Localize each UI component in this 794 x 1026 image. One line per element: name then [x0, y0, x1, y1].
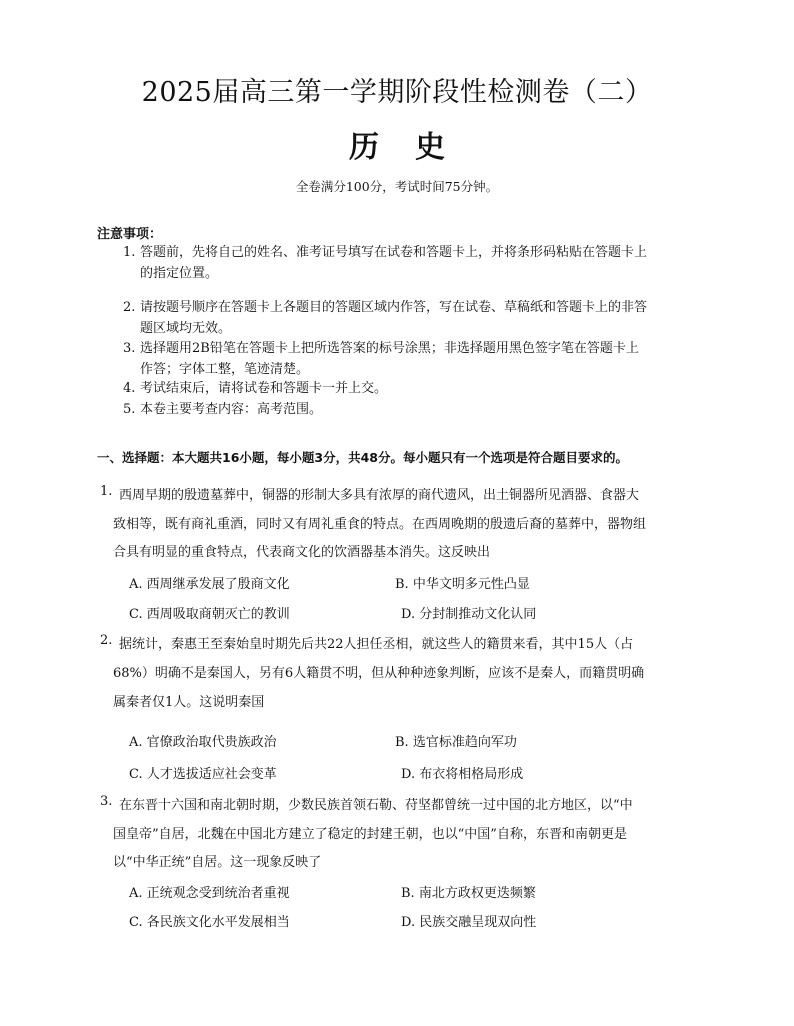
- question-number: 1.: [100, 484, 113, 499]
- notice-num: 3.: [123, 341, 136, 356]
- question-number: 2.: [100, 633, 113, 648]
- question-line: 据统计，秦惠王至秦始皇时期先后共22人担任丞相，就这些人的籍贯来看，其中15人（占: [119, 637, 634, 652]
- notice-line: 题区域均无效。: [140, 321, 232, 336]
- notice-line: 考试结束后，请将试卷和答题卡一并上交。: [140, 381, 388, 396]
- question-line: 属秦者仅1人。这说明秦国: [113, 695, 265, 710]
- notice-num: 5.: [123, 402, 136, 417]
- question-number: 3.: [100, 794, 113, 809]
- question-line: 西周早期的殷遗墓葬中，铜器的形制大多具有浓厚的商代遗风，出土铜器所见酒器、食器大: [119, 488, 640, 503]
- question-line: 国皇帝”自居，北魏在中国北方建立了稳定的封建王朝，也以“中国”自称，东晋和南朝更是: [113, 827, 627, 842]
- question-line: 以“中华正统”自居。这一现象反映了: [113, 855, 322, 870]
- subject-char-1: 历: [349, 130, 379, 165]
- option-d: D. 布衣将相格局形成: [401, 767, 524, 782]
- option-a: A. 官僚政治取代贵族政治: [129, 735, 277, 750]
- question-line: 68%）明确不是秦国人，另有6人籍贯不明，但从种种迹象判断，应该不是秦人，而籍贯明确: [113, 666, 645, 681]
- option-a: A. 西周继承发展了殷商文化: [129, 577, 290, 592]
- notice-item: [123, 297, 703, 339]
- question-line: 合具有明显的重食特点，代表商文化的饮酒器基本消失。这反映出: [113, 545, 491, 560]
- option-d: D. 民族交融呈现双向性: [401, 915, 537, 930]
- option-c: C. 西周吸取商朝灭亡的教训: [129, 607, 290, 622]
- option-c: C. 人才选拔适应社会变革: [129, 767, 277, 782]
- notice-line: 答题前，先将自己的姓名、准考证号填写在试卷和答题卡上，并将条形码粘贴在答题卡上: [140, 245, 648, 260]
- option-c: C. 各民族文化水平发展相当: [129, 915, 290, 930]
- question-line: 在东晋十六国和南北朝时期，少数民族首领石勒、苻坚都曾统一过中国的北方地区，以“中: [119, 798, 633, 813]
- score-line: 全卷满分100分，考试时间75分钟。: [295, 179, 499, 194]
- notice-line: 选择题用2B铅笔在答题卡上把所选答案的标号涂黑；非选择题用黑色签字笔在答题卡上: [140, 341, 639, 356]
- option-b: B. 选官标准趋向军功: [395, 735, 517, 750]
- option-b: B. 中华文明多元性凸显: [395, 577, 530, 592]
- notice-line: 作答；字体工整，笔迹清楚。: [140, 362, 310, 377]
- section-title: 一、选择题：本大题共16小题，每小题3分，共48分。每小题只有一个选项是符合题目要求的。: [97, 450, 628, 465]
- notice-line: 本卷主要考查内容：高考范围。: [140, 402, 323, 417]
- question-line: 致相等，既有商礼重酒，同时又有周礼重食的特点。在西周晚期的殷遗后裔的墓葬中，器物组: [113, 517, 647, 532]
- subject-char-2: 史: [415, 130, 445, 165]
- notice-item: [123, 378, 703, 399]
- notice-num: 4.: [123, 381, 136, 396]
- subject-heading: [0, 122, 794, 166]
- notice-title: 注意事项：: [97, 227, 163, 242]
- notice-item: [123, 399, 703, 420]
- notice-num: 1.: [123, 245, 136, 260]
- exam-title: 2025届高三第一学期阶段性检测卷（二）: [141, 77, 653, 108]
- option-d: D. 分封制推动文化认同: [401, 607, 537, 622]
- notice-item: [123, 242, 703, 284]
- option-a: A. 正统观念受到统治者重视: [129, 886, 290, 901]
- notice-item: [123, 338, 703, 380]
- option-b: B. 南北方政权更迭频繁: [401, 886, 536, 901]
- notice-num: 2.: [123, 300, 136, 315]
- notice-line: 的指定位置。: [140, 266, 219, 281]
- notice-line: 请按题号顺序在答题卡上各题目的答题区域内作答，写在试卷、草稿纸和答题卡上的非答: [140, 300, 648, 315]
